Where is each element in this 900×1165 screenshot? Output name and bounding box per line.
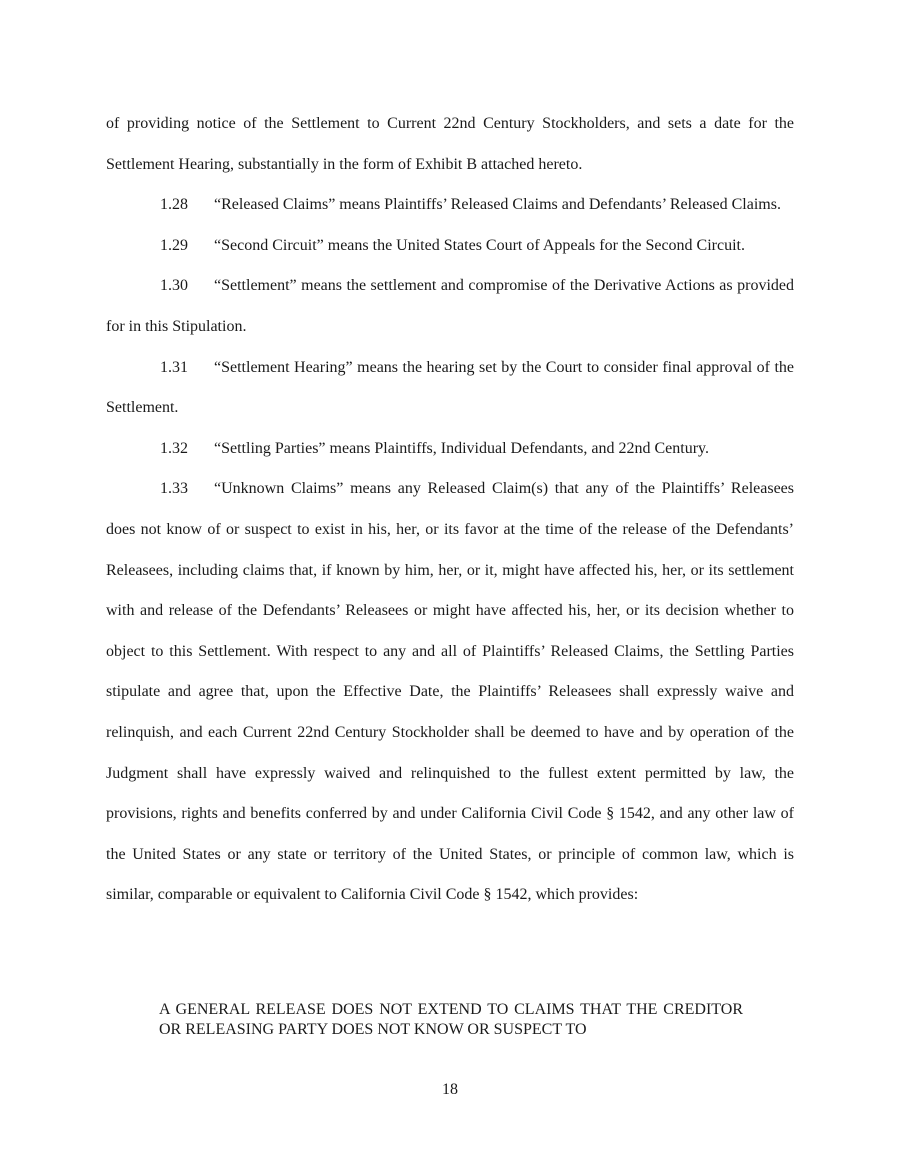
section-number: 1.32: [160, 439, 188, 457]
section-1-30: [106, 266, 794, 347]
section-1-33: [106, 469, 794, 916]
document-body: [106, 104, 794, 916]
section-text: “Settling Parties” means Plaintiffs, Individual Defendants, and 22nd Century.: [214, 439, 710, 457]
section-text: “Released Claims” means Plaintiffs’ Released Claims and Defendants’ Released Claims.: [214, 196, 781, 214]
section-1-29: [106, 226, 794, 267]
section-text: “Second Circuit” means the United States Court of Appeals for the Second Circuit.: [214, 236, 745, 254]
section-number: 1.29: [160, 236, 188, 254]
section-number: 1.30: [160, 277, 188, 295]
page-number: 18: [442, 1081, 458, 1098]
section-number: 1.28: [160, 196, 188, 214]
statute-quote: A GENERAL RELEASE DOES NOT EXTEND TO CLAIMS THAT THE CREDITOR OR RELEASING PARTY DOES NOT KNOW OR SUSPECT TO: [159, 1001, 743, 1038]
section-number: 1.31: [160, 358, 188, 376]
continuation-paragraph: of providing notice of the Settlement to Current 22nd Century Stockholders, and sets a date for the Settlement Hearing, substantially in the form of Exhibit B attached hereto.: [106, 115, 794, 173]
section-text: “Settlement Hearing” means the hearing set by the Court to consider final approval of the Settlement.: [106, 358, 794, 417]
section-number: 1.33: [160, 480, 188, 498]
section-1-31: [106, 348, 794, 429]
section-text: “Unknown Claims” means any Released Claim(s) that any of the Plaintiffs’ Releasees does not know of or suspect to exist in his, her, or its favor at the time of the release of the Defendants’ Releasees, including claims that, if known by him, her, or it, might have affected his, her, or its settlement with and release of the Defendants’ Releasees or might have affected his, her, or its decision whether to object to this Settlement. With respect to any and all of Plaintiffs’ Released Claims, the Settling Parties stipulate and agree that, upon the Effective Date, the Plaintiffs’ Releasees shall expressly waive and relinquish, and each Current 22nd Century Stockholder shall be deemed to have and by operation of the Judgment shall have expressly waived and relinquished to the fullest extent permitted by law, the provisions, rights and benefits conferred by and under California Civil Code § 1542, and any other law of the United States or any state or territory of the United States, or principle of common law, which is similar, comparable or equivalent to California Civil Code § 1542, which provides:: [106, 480, 794, 904]
section-1-32: [106, 429, 794, 470]
section-text: “Settlement” means the settlement and compromise of the Derivative Actions as provided for in this Stipulation.: [106, 277, 794, 335]
section-1-28: [106, 185, 794, 226]
